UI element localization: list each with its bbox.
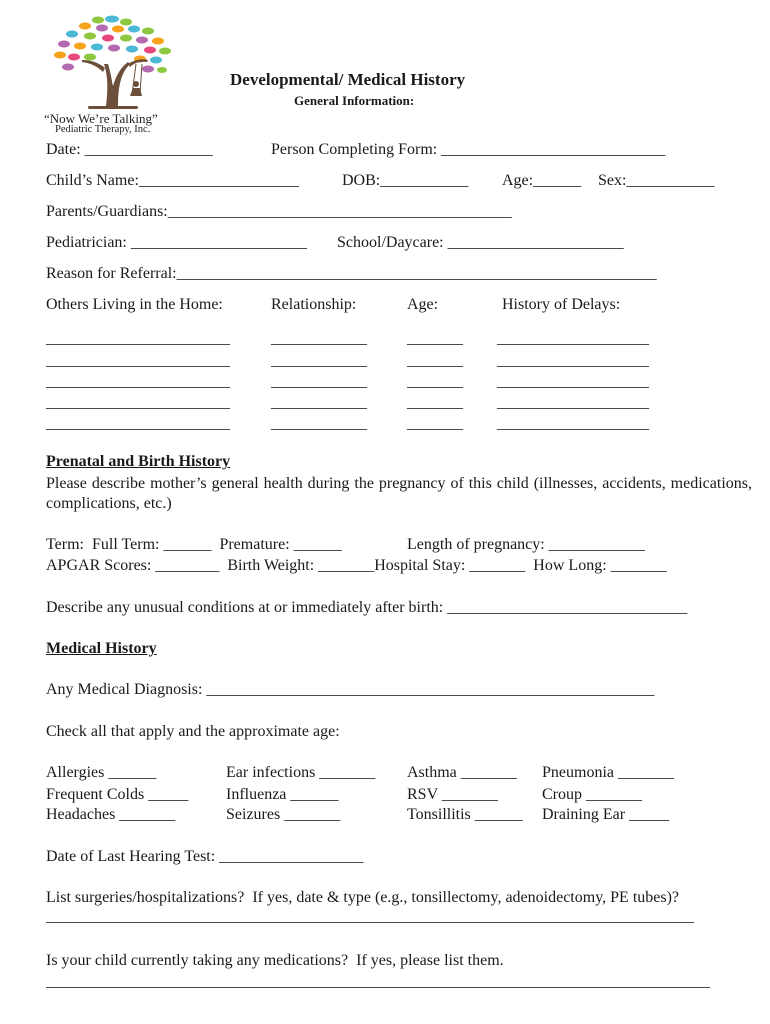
- check-prompt: Check all that apply and the approximate age:: [46, 723, 340, 740]
- condition-asthma[interactable]: Asthma _______: [407, 764, 517, 781]
- condition-rsv[interactable]: RSV _______: [407, 786, 498, 803]
- prenatal-prompt: Please describe mother’s general health during the pregnancy of this child (illnesses, accidents, medications, complications, etc.): [46, 475, 752, 512]
- others-age-blank[interactable]: _______: [407, 373, 463, 390]
- others-delays-blank[interactable]: ___________________: [497, 330, 649, 347]
- date-field[interactable]: Date: ________________: [46, 141, 213, 158]
- others-age-blank[interactable]: _______: [407, 352, 463, 369]
- condition-headaches[interactable]: Headaches _______: [46, 806, 176, 823]
- brand-name: “Now We’re Talking”: [44, 111, 158, 126]
- others-name-blank[interactable]: _______________________: [46, 373, 230, 390]
- dob-field[interactable]: DOB:___________: [342, 172, 469, 189]
- others-header-relationship: Relationship:: [271, 296, 357, 313]
- others-name-blank[interactable]: _______________________: [46, 352, 230, 369]
- condition-allergies[interactable]: Allergies ______: [46, 764, 157, 781]
- reason-for-referral-field[interactable]: Reason for Referral:____________________________________________________________: [46, 265, 657, 282]
- tree-leaves-icon: [54, 16, 171, 74]
- sex-field[interactable]: Sex:___________: [598, 172, 715, 189]
- others-name-blank[interactable]: _______________________: [46, 394, 230, 411]
- childs-name-field[interactable]: Child’s Name:____________________: [46, 172, 299, 189]
- others-delays-blank[interactable]: ___________________: [497, 415, 649, 432]
- condition-pneumonia[interactable]: Pneumonia _______: [542, 764, 674, 781]
- others-age-blank[interactable]: _______: [407, 330, 463, 347]
- apgar-birthweight-field[interactable]: APGAR Scores: ________ Birth Weight: _______Hospital Stay: _______ How Long: _______: [46, 557, 667, 574]
- others-header-age: Age:: [407, 296, 439, 313]
- others-age-blank[interactable]: _______: [407, 394, 463, 411]
- length-of-pregnancy-field[interactable]: Length of pregnancy: ____________: [407, 536, 645, 553]
- hearing-test-field[interactable]: Date of Last Hearing Test: __________________: [46, 848, 364, 865]
- form-title: Developmental/ Medical History: [230, 70, 466, 89]
- condition-tonsillitis[interactable]: Tonsillitis ______: [407, 806, 523, 823]
- surgeries-answer-line[interactable]: _________________________________________________________________________________: [46, 908, 694, 925]
- medical-diagnosis-field[interactable]: Any Medical Diagnosis: ________________________________________________________: [46, 681, 655, 698]
- others-delays-blank[interactable]: ___________________: [497, 394, 649, 411]
- swing-child-icon: [130, 64, 142, 96]
- school-daycare-field[interactable]: School/Daycare: ______________________: [337, 234, 624, 251]
- medications-prompt: Is your child currently taking any medications? If yes, please list them.: [46, 952, 504, 969]
- parents-guardians-field[interactable]: Parents/Guardians:___________________________________________: [46, 203, 512, 220]
- tree-logo: [50, 14, 175, 114]
- condition-croup[interactable]: Croup _______: [542, 786, 642, 803]
- condition-draining-ear[interactable]: Draining Ear _____: [542, 806, 670, 823]
- pediatrician-field[interactable]: Pediatrician: ______________________: [46, 234, 307, 251]
- others-name-blank[interactable]: _______________________: [46, 330, 230, 347]
- others-relationship-blank[interactable]: ____________: [271, 394, 367, 411]
- form-subtitle: General Information:: [294, 93, 415, 108]
- others-age-blank[interactable]: _______: [407, 415, 463, 432]
- others-delays-blank[interactable]: ___________________: [497, 373, 649, 390]
- medical-heading: Medical History: [46, 640, 157, 657]
- others-relationship-blank[interactable]: ____________: [271, 352, 367, 369]
- others-relationship-blank[interactable]: ____________: [271, 373, 367, 390]
- others-relationship-blank[interactable]: ____________: [271, 330, 367, 347]
- others-relationship-blank[interactable]: ____________: [271, 415, 367, 432]
- medications-answer-line[interactable]: ___________________________________________________________________________________: [46, 973, 710, 990]
- condition-seizures[interactable]: Seizures _______: [226, 806, 341, 823]
- age-field[interactable]: Age:______: [502, 172, 582, 189]
- unusual-conditions-field[interactable]: Describe any unusual conditions at or immediately after birth: ______________________________: [46, 599, 688, 616]
- others-delays-blank[interactable]: ___________________: [497, 352, 649, 369]
- brand-tagline: Pediatric Therapy, Inc.: [55, 124, 151, 135]
- surgeries-prompt: List surgeries/hospitalizations? If yes, date & type (e.g., tonsillectomy, adenoidectomy, PE tubes)?: [46, 889, 680, 906]
- term-field[interactable]: Term: Full Term: ______ Premature: ______: [46, 536, 342, 553]
- others-name-blank[interactable]: _______________________: [46, 415, 230, 432]
- others-header-delays: History of Delays:: [502, 296, 621, 313]
- condition-influenza[interactable]: Influenza ______: [226, 786, 339, 803]
- others-header-home: Others Living in the Home:: [46, 296, 223, 313]
- condition-frequent-colds[interactable]: Frequent Colds _____: [46, 786, 189, 803]
- condition-ear-infections[interactable]: Ear infections _______: [226, 764, 376, 781]
- prenatal-heading: Prenatal and Birth History: [46, 453, 231, 470]
- person-completing-field[interactable]: Person Completing Form: ____________________________: [271, 141, 666, 158]
